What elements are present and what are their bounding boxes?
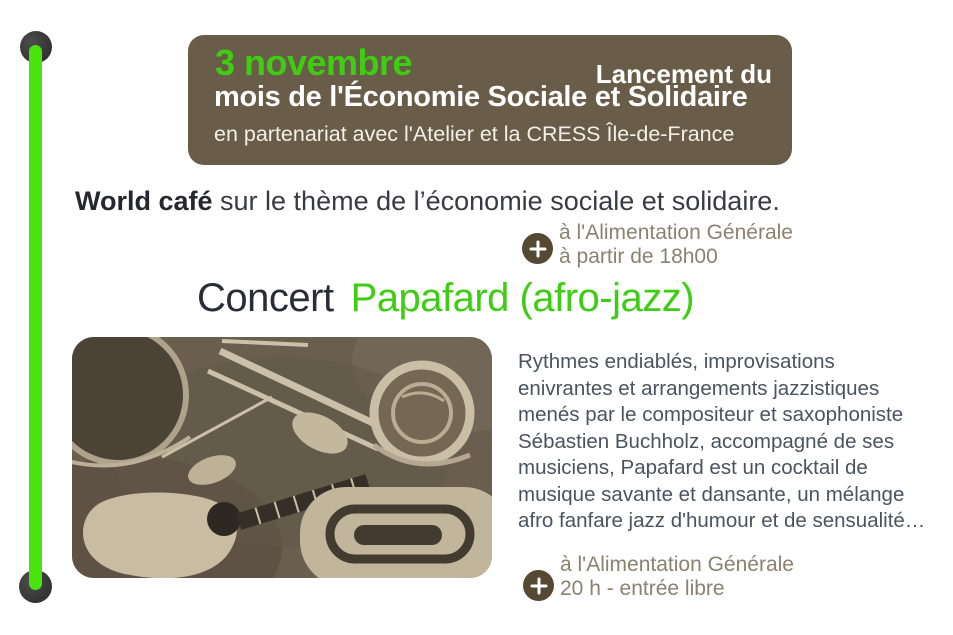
concert-description [518,349,926,535]
session-time: à partir de 18h00 [559,245,718,268]
concert-act: Papafard (afro-jazz) [350,276,695,320]
concert-label: Concert [197,276,334,320]
description-line: afro fanfare jazz d'humour et de sensualité… [518,509,926,532]
event-date: 3 novembre [215,42,413,83]
description-line: musiciens, Papafard est un cocktail de [518,456,868,479]
session-info [559,221,793,269]
description-line: Sébastien Buchholz, accompagné de ses [518,429,895,453]
description-line: menés par le compositeur et saxophoniste [518,403,904,426]
concert-info [560,553,794,601]
concert-title [197,276,694,321]
instruments-photo [72,337,492,578]
timeline-bar [29,45,42,590]
session-venue: à l'Alimentation Générale [559,221,793,244]
event-kicker: Lancement du [595,59,772,89]
worldcafe-text: sur le thème de l’économie sociale et solidaire. [212,186,780,216]
concert-venue: à l'Alimentation Générale [560,553,794,576]
plus-icon[interactable] [522,233,553,264]
concert-time: 20 h - entrée libre [560,577,725,600]
plus-icon[interactable] [523,570,554,601]
description-line: musique savante et dansante, un mélange [518,482,905,506]
event-title: mois de l'Économie Sociale et Solidaire [214,81,748,113]
worldcafe-label: World café [75,186,213,216]
worldcafe-line [75,186,780,217]
event-header [188,35,792,165]
description-line: Rythmes endiablés, improvisations [518,350,835,373]
event-partnership: en partenariat avec l'Atelier et la CRESS Île-de-France [214,122,735,146]
description-line: enivrantes et arrangements jazzistiques [518,376,880,400]
